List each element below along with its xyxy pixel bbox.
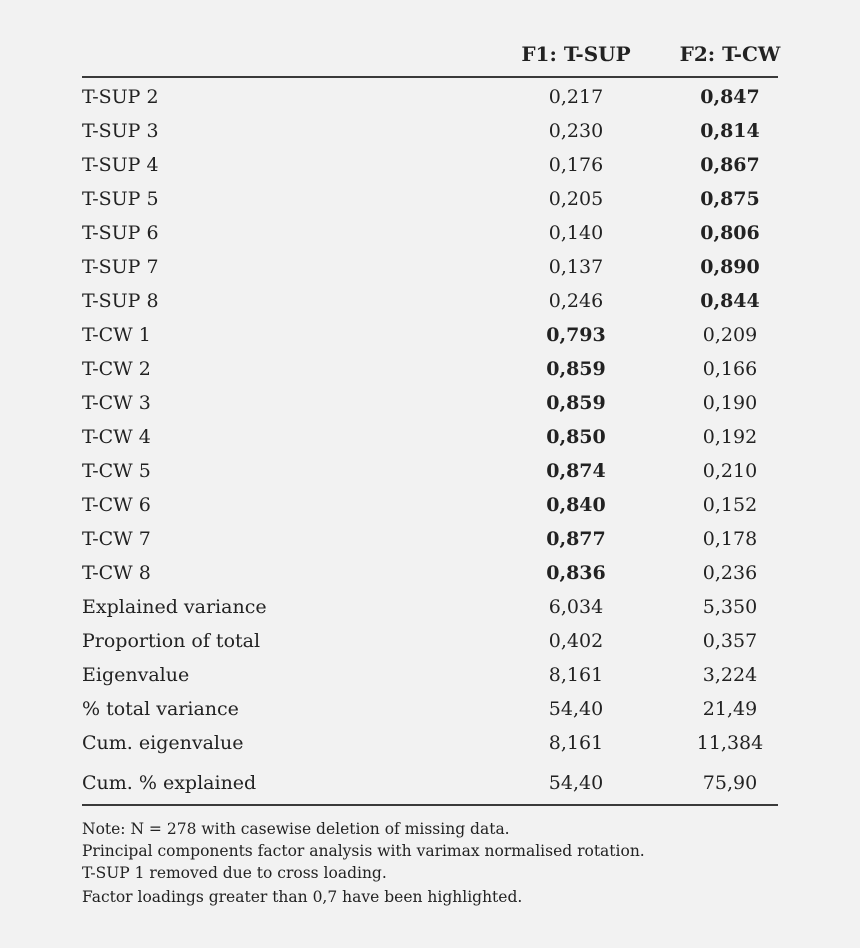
row-label: Cum. eigenvalue xyxy=(82,732,244,754)
table-row xyxy=(82,592,778,626)
table-row xyxy=(82,490,778,524)
table-row xyxy=(82,150,778,184)
column-header-f1: F1: T-SUP xyxy=(521,42,631,66)
cell-f1: 0,137 xyxy=(548,256,604,278)
cell-f1: 0,230 xyxy=(548,120,604,142)
cell-f1: 0,836 xyxy=(546,562,606,584)
row-label: T-CW 4 xyxy=(82,426,151,448)
cell-f2: 0,867 xyxy=(700,154,760,176)
note-line: Note: N = 278 with casewise deletion of missing data. xyxy=(82,820,510,838)
column-header-f2: F2: T-CW xyxy=(679,42,781,66)
cell-f1: 0,793 xyxy=(546,324,606,346)
cell-f2: 21,49 xyxy=(702,698,758,720)
table-row xyxy=(82,286,778,320)
row-label: T-CW 3 xyxy=(82,392,151,414)
cell-f2: 0,178 xyxy=(702,528,758,550)
cell-f2: 0,844 xyxy=(700,290,760,312)
cell-f1: 0,140 xyxy=(548,222,604,244)
row-label: Explained variance xyxy=(82,596,267,618)
table-bottom-rule xyxy=(82,804,778,806)
row-label: T-CW 2 xyxy=(82,358,151,380)
cell-f1: 8,161 xyxy=(548,732,604,754)
row-label: T-SUP 3 xyxy=(82,120,159,142)
cell-f1: 0,850 xyxy=(546,426,606,448)
note-line: T-SUP 1 removed due to cross loading. xyxy=(82,864,387,882)
cell-f1: 0,402 xyxy=(548,630,604,652)
note-line: Principal components factor analysis with varimax normalised rotation. xyxy=(82,842,645,860)
cell-f2: 3,224 xyxy=(702,664,758,686)
table-row xyxy=(82,456,778,490)
row-label: T-SUP 6 xyxy=(82,222,159,244)
cell-f2: 0,847 xyxy=(700,86,760,108)
table-row xyxy=(82,762,778,802)
table-row xyxy=(82,116,778,150)
cell-f2: 0,806 xyxy=(700,222,760,244)
cell-f1: 0,176 xyxy=(548,154,604,176)
cell-f2: 0,236 xyxy=(702,562,758,584)
cell-f1: 0,205 xyxy=(548,188,604,210)
cell-f2: 75,90 xyxy=(702,772,758,794)
cell-f2: 0,814 xyxy=(700,120,760,142)
table-row xyxy=(82,524,778,558)
cell-f1: 54,40 xyxy=(548,698,604,720)
table-row xyxy=(82,422,778,456)
row-label: T-CW 1 xyxy=(82,324,151,346)
row-label: T-CW 5 xyxy=(82,460,151,482)
table-row xyxy=(82,82,778,116)
cell-f2: 0,166 xyxy=(702,358,758,380)
table-body xyxy=(82,82,778,802)
cell-f2: 0,875 xyxy=(700,188,760,210)
table-row xyxy=(82,184,778,218)
row-label: Eigenvalue xyxy=(82,664,190,686)
cell-f2: 0,152 xyxy=(702,494,758,516)
row-label: T-CW 8 xyxy=(82,562,151,584)
cell-f2: 0,209 xyxy=(702,324,758,346)
cell-f1: 0,246 xyxy=(548,290,604,312)
cell-f1: 0,840 xyxy=(546,494,606,516)
row-label: % total variance xyxy=(82,698,239,720)
table-row xyxy=(82,252,778,286)
note-line: Factor loadings greater than 0,7 have been highlighted. xyxy=(82,888,523,906)
table-row xyxy=(82,694,778,728)
row-label: T-CW 6 xyxy=(82,494,151,516)
row-label: T-SUP 4 xyxy=(82,154,159,176)
row-label: T-SUP 8 xyxy=(82,290,159,312)
row-label: Cum. % explained xyxy=(82,772,257,794)
table-notes xyxy=(82,818,778,908)
cell-f1: 0,859 xyxy=(546,358,606,380)
row-label: T-SUP 2 xyxy=(82,86,159,108)
table-row xyxy=(82,218,778,252)
cell-f1: 0,217 xyxy=(548,86,604,108)
table-row xyxy=(82,626,778,660)
row-label: Proportion of total xyxy=(82,630,261,652)
table-row xyxy=(82,354,778,388)
cell-f2: 0,190 xyxy=(702,392,758,414)
table-row xyxy=(82,320,778,354)
table-row xyxy=(82,388,778,422)
cell-f2: 0,890 xyxy=(700,256,760,278)
table-row xyxy=(82,660,778,694)
cell-f2: 0,357 xyxy=(702,630,758,652)
row-label: T-SUP 5 xyxy=(82,188,159,210)
cell-f1: 6,034 xyxy=(548,596,604,618)
table-row xyxy=(82,558,778,592)
cell-f1: 0,874 xyxy=(546,460,606,482)
cell-f2: 11,384 xyxy=(696,732,764,754)
table-row xyxy=(82,728,778,762)
cell-f1: 54,40 xyxy=(548,772,604,794)
row-label: T-SUP 7 xyxy=(82,256,159,278)
row-label: T-CW 7 xyxy=(82,528,151,550)
cell-f1: 8,161 xyxy=(548,664,604,686)
cell-f1: 0,877 xyxy=(546,528,606,550)
cell-f2: 0,210 xyxy=(702,460,758,482)
cell-f2: 0,192 xyxy=(702,426,758,448)
cell-f1: 0,859 xyxy=(546,392,606,414)
cell-f2: 5,350 xyxy=(702,596,758,618)
table-header xyxy=(82,36,781,78)
